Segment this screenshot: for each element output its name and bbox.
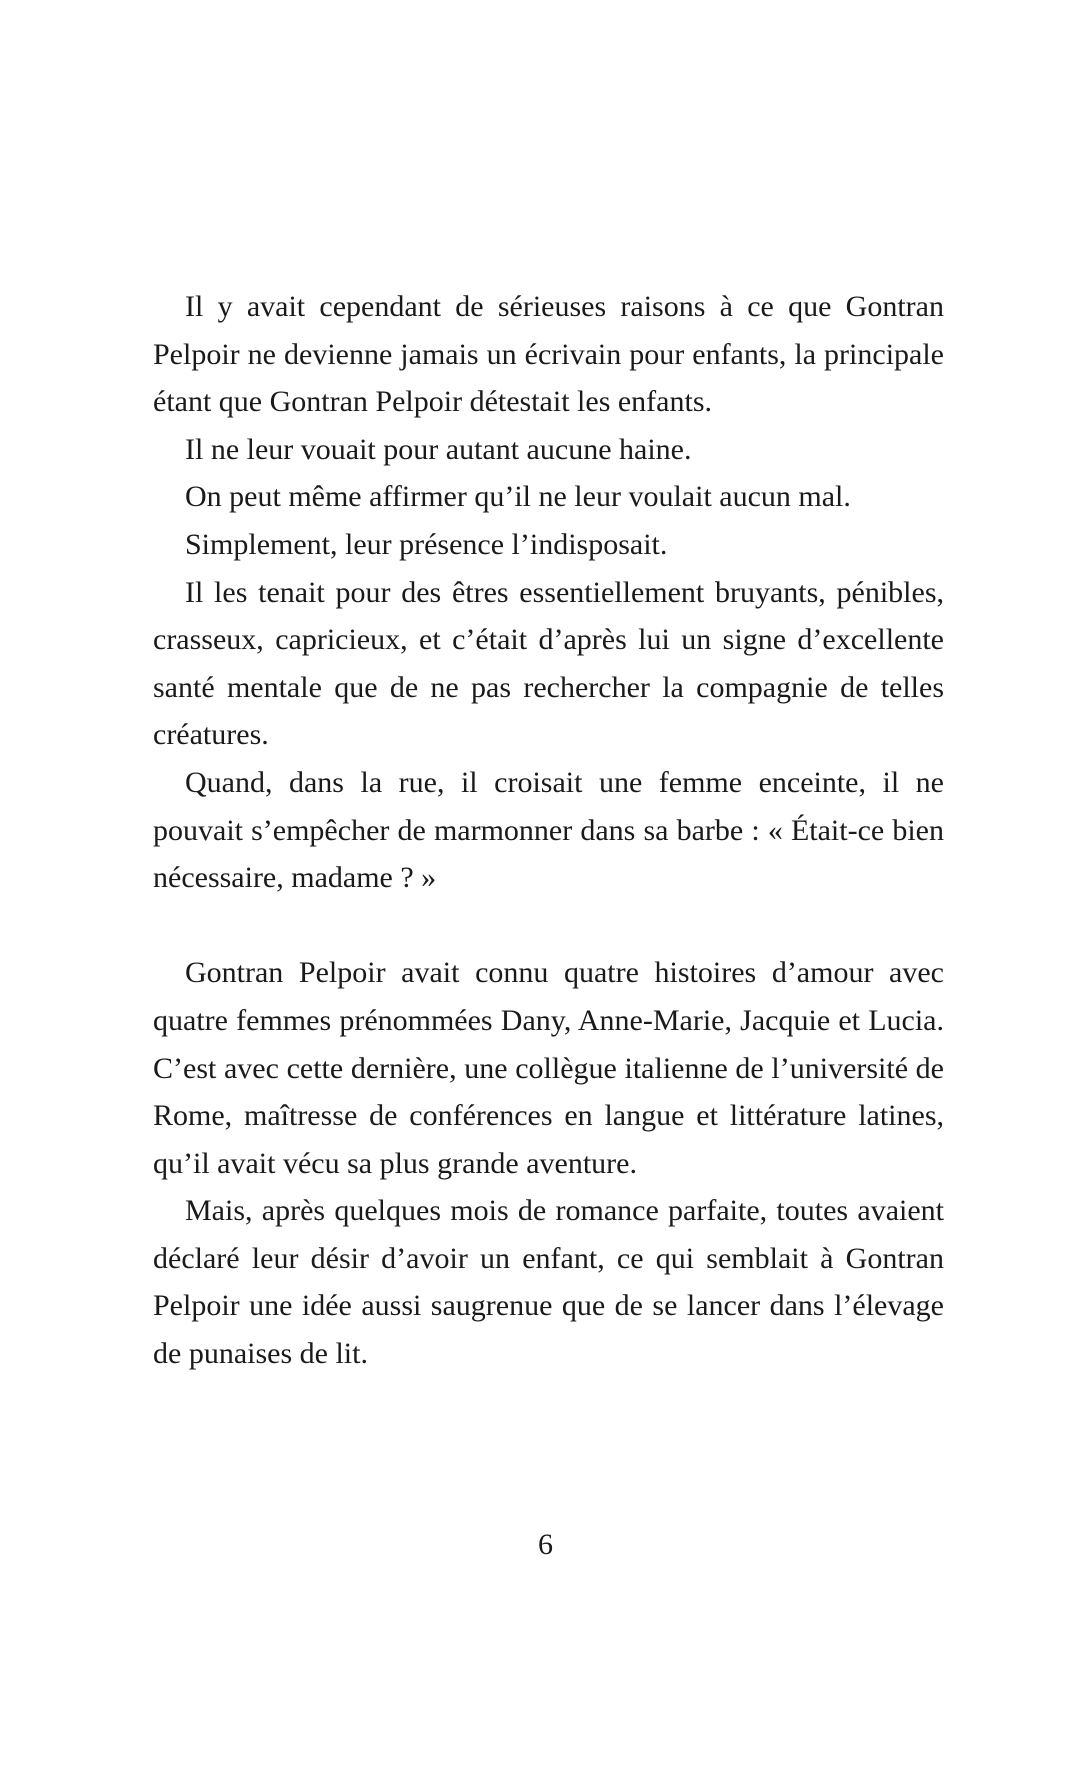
paragraph: Mais, après quelques mois de romance parfaite, toutes avaient déclaré leur désir d’avoir un enfant, ce qui semblait à Gontran Pelpoir une idée aussi saugrenue que de se lancer dans l’élevage de punaises de lit.	[153, 1194, 944, 1371]
page-number: 6	[538, 1528, 553, 1561]
paragraph: Gontran Pelpoir avait connu quatre histoires d’amour avec quatre femmes prénommées Dany, Anne-Marie, Jacquie et Lucia. C’est avec cette dernière, une collègue italienne de l’université de Rome, maîtresse de conférences en langue et littérature latines, qu’il avait vécu sa plus grande aventure.	[153, 956, 944, 1180]
paragraph: Quand, dans la rue, il croisait une femme enceinte, il ne pouvait s’empêcher de marmonner dans sa barbe : « Était-ce bien nécessaire, madame ? »	[153, 765, 944, 895]
paragraph: Simplement, leur présence l’indisposait.	[185, 527, 668, 561]
paragraph: On peut même affirmer qu’il ne leur voulait aucun mal.	[185, 480, 851, 514]
paragraph: Il y avait cependant de sérieuses raisons à ce que Gontran Pelpoir ne devienne jamais un écrivain pour enfants, la principale étant que Gontran Pelpoir détestait les enfants.	[153, 290, 944, 419]
paragraph: Il ne leur vouait pour autant aucune haine.	[185, 432, 692, 466]
paragraph: Il les tenait pour des êtres essentiellement bruyants, pénibles, crasseux, capricieux, et c’était d’après lui un signe d’excellente santé mentale que de ne pas rechercher la compagnie de telles créatures.	[153, 575, 944, 752]
section-break	[153, 902, 944, 950]
body-text	[153, 283, 944, 1378]
